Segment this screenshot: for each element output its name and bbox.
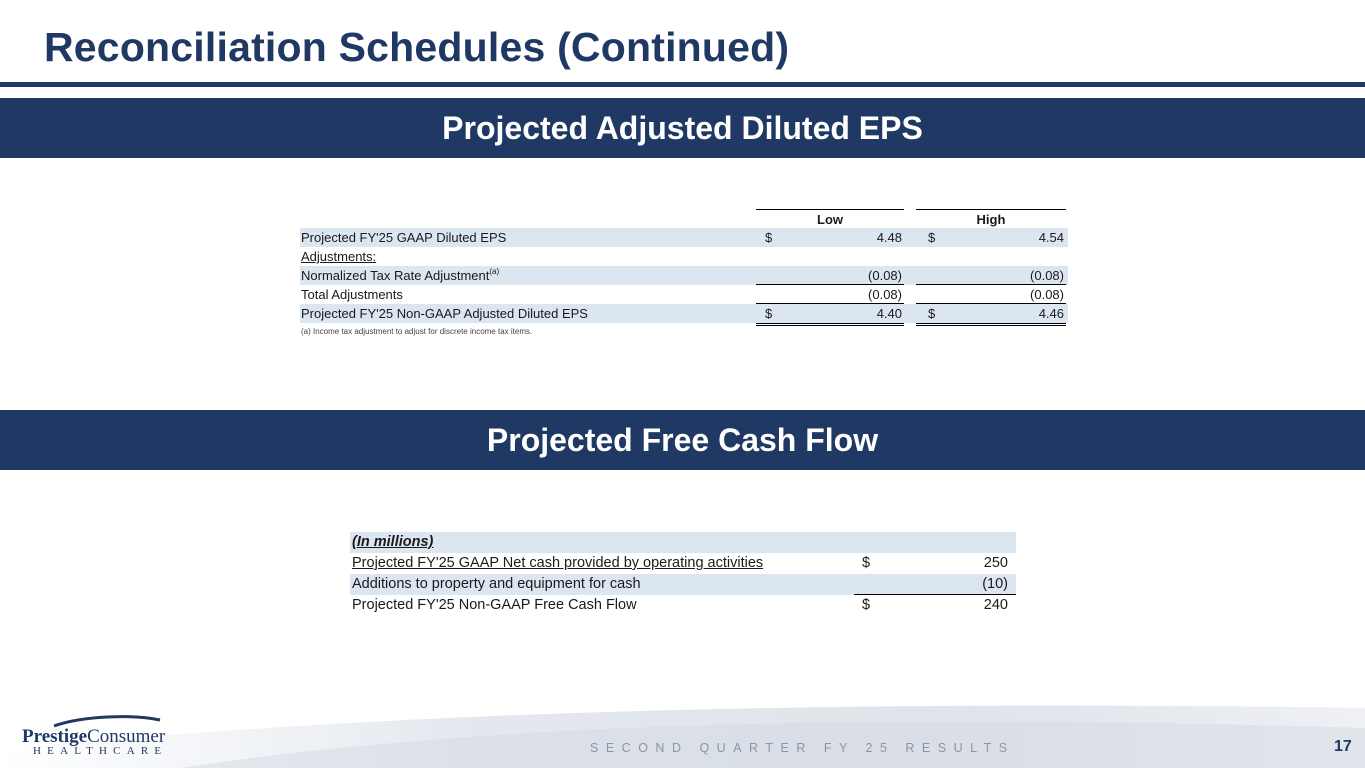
footer-caption: SECOND QUARTER FY 25 RESULTS: [590, 741, 1015, 755]
fcf-row-capex: [350, 574, 1016, 595]
section-title-fcf: Projected Free Cash Flow: [0, 410, 1365, 470]
currency-symbol: $: [765, 230, 773, 245]
fcf-table: [350, 532, 1016, 616]
eps-row-total-adj: [300, 285, 1068, 304]
page-title: Reconciliation Schedules (Continued): [44, 24, 790, 70]
fcf-value: (10): [982, 576, 1008, 592]
eps-high-value: (0.08): [1030, 268, 1064, 283]
logo-word-consumer: Consumer: [87, 726, 166, 747]
eps-footnote: (a) Income tax adjustment to adjust for discrete income tax items.: [301, 327, 533, 336]
eps-low-value: (0.08): [868, 287, 902, 302]
eps-row-label: Normalized Tax Rate Adjustment: [301, 268, 490, 283]
eps-row-nongaap: [300, 304, 1068, 323]
eps-header-row: [300, 209, 1068, 228]
title-divider: [0, 82, 1365, 87]
eps-row-adjustments: [300, 247, 1068, 266]
fcf-row-label: Additions to property and equipment for cash: [352, 576, 641, 592]
eps-row-gaap: [300, 228, 1068, 247]
eps-low-value: 4.48: [876, 230, 902, 245]
company-logo: [22, 714, 172, 762]
eps-high-value: 4.46: [1038, 306, 1064, 321]
currency-symbol: $: [928, 230, 936, 245]
eps-row-label-wrap: [301, 266, 499, 285]
fcf-row-label: Projected FY'25 GAAP Net cash provided by operating activities: [352, 555, 764, 571]
eps-col-high-header: High: [916, 209, 1066, 229]
logo-word-healthcare: HEALTHCARE: [33, 745, 168, 757]
currency-symbol: $: [862, 555, 871, 571]
eps-row-label: Adjustments:: [301, 249, 377, 264]
currency-symbol: $: [928, 306, 936, 321]
eps-low-value: (0.08): [868, 268, 902, 283]
footnote-marker: (a): [489, 267, 500, 276]
eps-low-value: 4.40: [876, 306, 902, 321]
fcf-value: 240: [983, 597, 1008, 613]
fcf-value: 250: [983, 555, 1008, 571]
eps-table: [300, 209, 1068, 341]
currency-symbol: $: [765, 306, 773, 321]
footer-swoosh: [0, 690, 1365, 768]
eps-row-label: Projected FY'25 GAAP Diluted EPS: [301, 230, 507, 245]
fcf-units-label: (In millions): [352, 534, 434, 550]
currency-symbol: $: [862, 597, 871, 613]
fcf-header-row: [350, 532, 1016, 553]
eps-col-low-header: Low: [756, 209, 904, 229]
eps-high-value: 4.54: [1038, 230, 1064, 245]
eps-row-tax: [300, 266, 1068, 285]
eps-high-value: (0.08): [1030, 287, 1064, 302]
fcf-row-label: Projected FY'25 Non-GAAP Free Cash Flow: [352, 597, 637, 613]
fcf-row-free-cash-flow: [350, 595, 1016, 616]
page-number: 17: [1334, 738, 1352, 755]
section-title-eps: Projected Adjusted Diluted EPS: [0, 98, 1365, 158]
eps-row-label: Total Adjustments: [301, 287, 403, 302]
logo-word-prestige: Prestige: [22, 726, 88, 747]
eps-footnote-row: [300, 323, 1068, 341]
fcf-row-operating: [350, 553, 1016, 574]
eps-row-label: Projected FY'25 Non-GAAP Adjusted Diluted EPS: [301, 306, 588, 321]
